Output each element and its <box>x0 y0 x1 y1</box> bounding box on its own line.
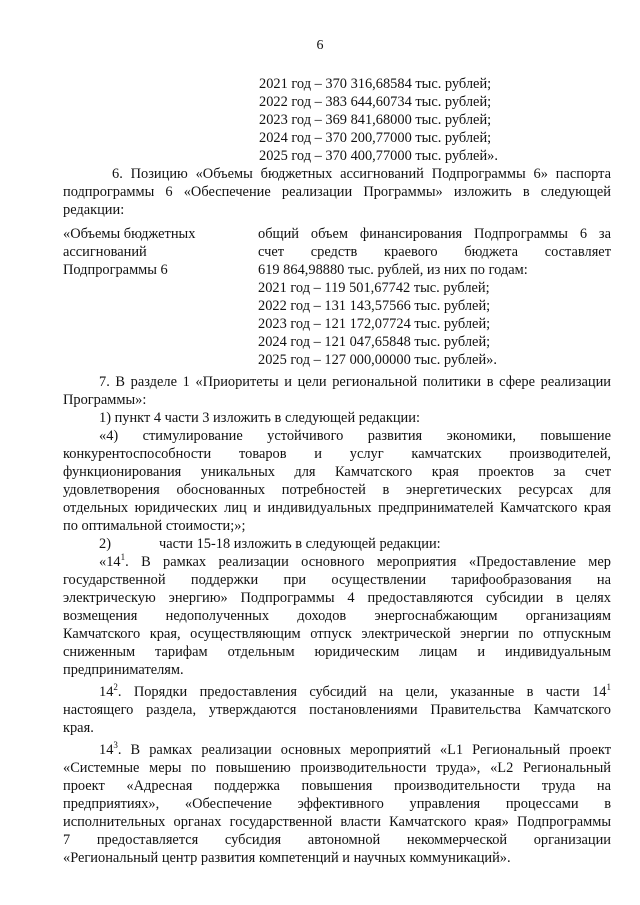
para-number: 14 <box>99 684 114 700</box>
para-number: 14 <box>99 742 114 758</box>
para-line: 7 предоставляется субсидия автономной некоммерческой организации <box>63 832 611 848</box>
item7-line: функционирования уникальных для Камчатского края проектов за счет <box>63 464 611 480</box>
para-line: сниженным тарифам отдельным юридическим лицам и индивидуальным <box>63 644 611 660</box>
table-left-cell: ассигнований <box>63 244 147 260</box>
item7-line: конкурентоспособности товаров и услуг камчатских производителей, <box>63 446 611 462</box>
para-14-2-first-line <box>99 684 611 701</box>
table-right-line: 619 864,98880 тыс. рублей, из них по годам: <box>258 262 528 278</box>
subitem-number: 2) <box>99 536 111 552</box>
para-line: исполнительных органах государственной власти Камчатского края» Подпрограммы <box>63 814 611 830</box>
item6-line: подпрограммы 6 «Обеспечение реализации Программы» изложить в следующей <box>63 184 611 200</box>
table-right-line: счет средств краевого бюджета составляет <box>258 244 611 260</box>
table-left-cell: «Объемы бюджетных <box>63 226 196 242</box>
table-right-line: 2022 год – 131 143,57566 тыс. рублей; <box>258 298 491 314</box>
table-right-line: общий объем финансирования Подпрограммы 6 за <box>258 226 611 242</box>
para-number: «14 <box>99 554 121 570</box>
para-line: настоящего раздела, утверждаются постановлениями Правительства Камчатского <box>63 702 611 718</box>
year-line: 2023 год – 369 841,68000 тыс. рублей; <box>259 112 492 128</box>
item7-line: «4) стимулирование устойчивого развития экономики, повышение <box>99 428 611 444</box>
item7-line: 7. В разделе 1 «Приоритеты и цели региональной политики в сфере реализации <box>99 374 611 390</box>
para-line: края. <box>63 720 94 736</box>
item7-line: части 15-18 изложить в следующей редакции: <box>159 536 441 552</box>
para-text: . В рамках реализации основных мероприятий «L1 Региональный проект <box>117 742 611 758</box>
table-right-line: 2024 год – 121 047,65848 тыс. рублей; <box>258 334 491 350</box>
para-line: предпринимателям. <box>63 662 184 678</box>
item7-line: Программы»: <box>63 392 147 408</box>
para-line: электрическую энергию» Подпрограммы 4 предоставляются субсидии в целях <box>63 590 611 606</box>
item6-line: редакции: <box>63 202 125 218</box>
year-line: 2024 год – 370 200,77000 тыс. рублей; <box>259 130 492 146</box>
para-14-1-first-line <box>99 554 611 571</box>
item7-line: 1) пункт 4 части 3 изложить в следующей редакции: <box>99 410 420 426</box>
table-right-line: 2025 год – 127 000,00000 тыс. рублей». <box>258 352 497 368</box>
reference-sup: 1 <box>606 682 611 693</box>
para-line: возмещения недополученных доходов энергоснабжающим организациям <box>63 608 611 624</box>
item6-line: 6. Позицию «Объемы бюджетных ассигнований Подпрограммы 6» паспорта <box>112 166 611 182</box>
item7-line: по оптимальной стоимости;»; <box>63 518 246 534</box>
item7-line: отдельных юридических лиц и индивидуальных предпринимателей Камчатского края <box>63 500 611 516</box>
page-number: 6 <box>316 38 324 53</box>
para-number-sup: 3 <box>113 740 118 751</box>
year-line: 2025 год – 370 400,77000 тыс. рублей». <box>259 148 498 164</box>
para-number-sup: 1 <box>120 552 126 563</box>
year-line: 2021 год – 370 316,68584 тыс. рублей; <box>259 76 492 92</box>
para-line: Камчатского края, осуществляющим отпуск электрической энергии по отпускным <box>63 626 611 642</box>
table-right-line: 2021 год – 119 501,67742 тыс. рублей; <box>258 280 490 296</box>
para-line: государственной поддержки при осуществлении тарифообразования на <box>63 572 611 588</box>
para-line: «Системные меры по повышению производительности труда», «L2 Региональный <box>63 760 611 776</box>
table-right-line: 2023 год – 121 172,07724 тыс. рублей; <box>258 316 491 332</box>
table-left-cell: Подпрограммы 6 <box>63 262 168 278</box>
para-line: «Региональный центр развития компетенций и научных коммуникаций». <box>63 850 511 866</box>
para-text: . В рамках реализации основного мероприятия «Предоставление мер <box>125 554 611 570</box>
para-number-sup: 2 <box>113 682 118 693</box>
para-text: . Порядки предоставления субсидий на цели, указанные в части 14 <box>117 684 607 700</box>
para-14-3-first-line <box>99 742 611 759</box>
para-line: предприятиях», «Обеспечение эффективного управления процессами в <box>63 796 611 812</box>
para-line: проект «Адресная поддержка повышения производительности труда на <box>63 778 611 794</box>
year-line: 2022 год – 383 644,60734 тыс. рублей; <box>259 94 492 110</box>
item7-line: удовлетворения обоснованных потребностей в энергетических ресурсах для <box>63 482 611 498</box>
